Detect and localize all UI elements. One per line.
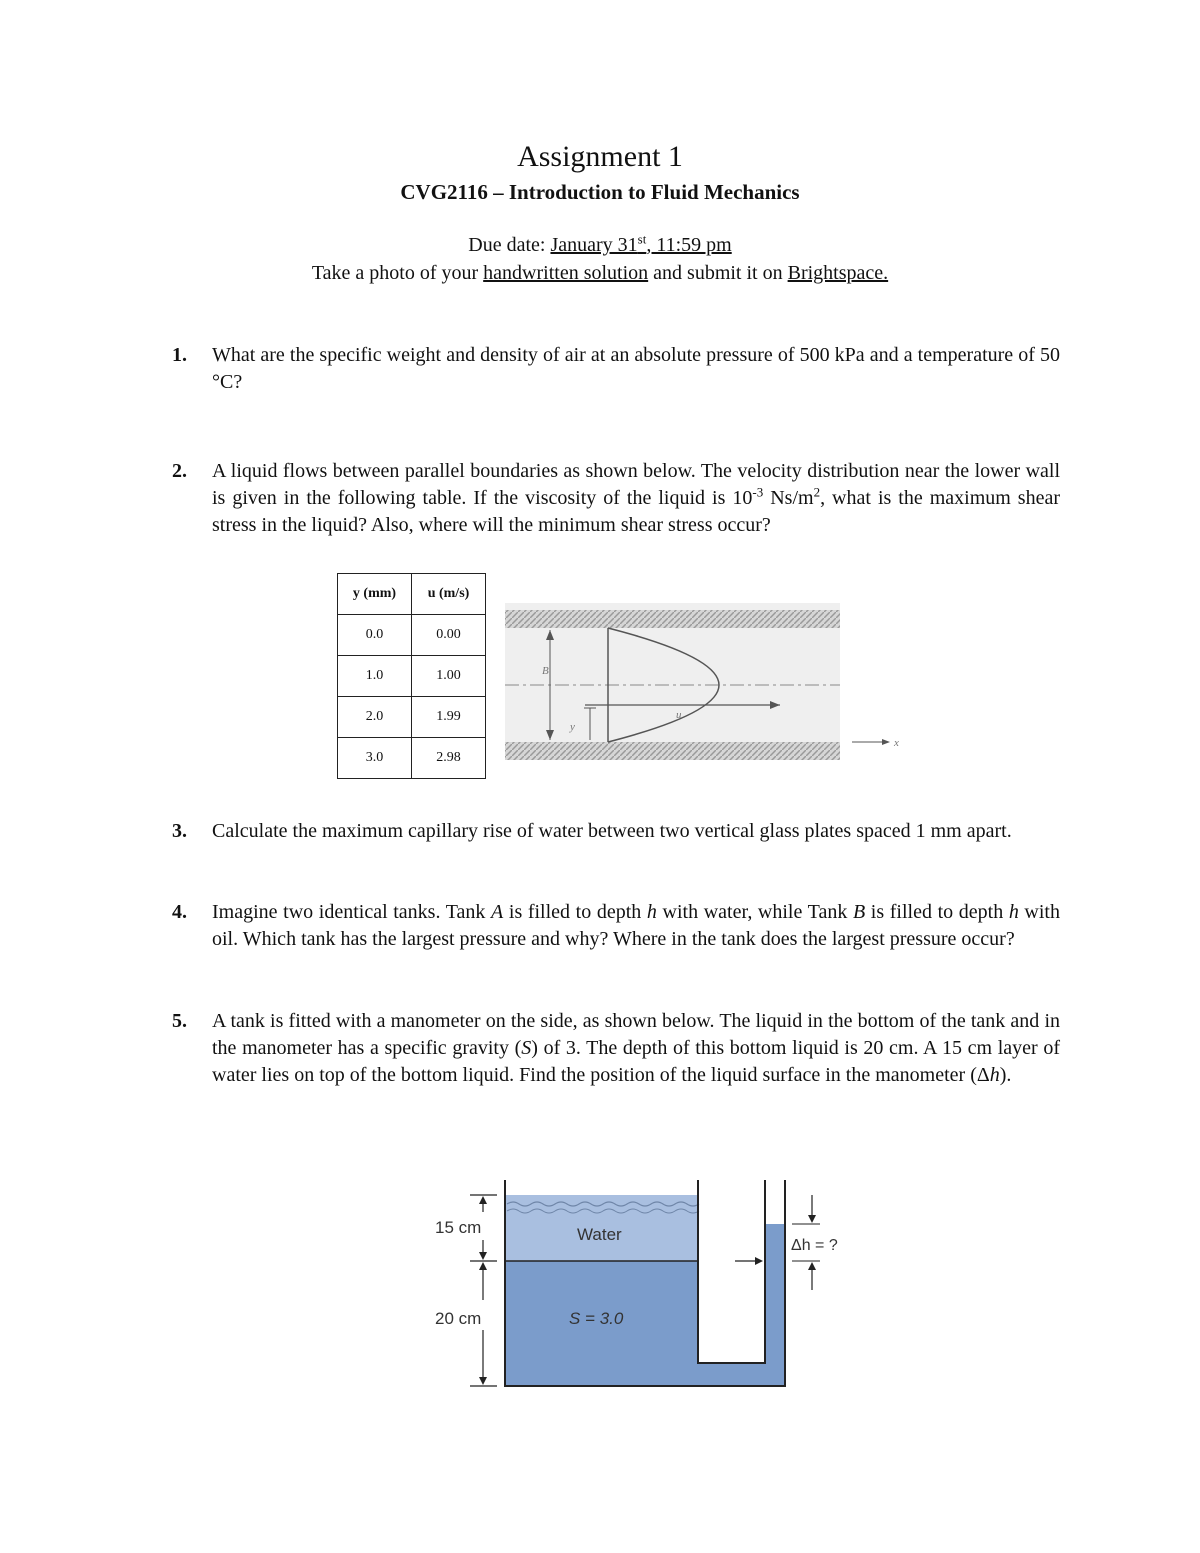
label-specific-gravity: S = 3.0 <box>569 1309 624 1328</box>
page-title: Assignment 1 <box>517 140 683 173</box>
question-2 <box>172 458 1060 539</box>
dh-arrow-icon <box>808 1262 816 1270</box>
due-date: January 31st, 11:59 pm <box>550 231 732 256</box>
table-cell: 1.0 <box>338 656 412 697</box>
pointer-arrowhead-icon <box>755 1257 763 1265</box>
table-cell: 0.00 <box>412 615 486 656</box>
table-cell: 0.0 <box>338 615 412 656</box>
table-row <box>338 697 486 738</box>
question-1 <box>172 342 1060 396</box>
question-text: Calculate the maximum capillary rise of water between two vertical glass plates spaced 1 mm apart. <box>212 820 1012 842</box>
upper-wall <box>505 610 840 628</box>
velocity-table <box>337 573 486 779</box>
handwritten-solution-text: handwritten solution <box>483 262 649 284</box>
label-20cm: 20 cm <box>435 1309 482 1328</box>
table-cell: 2.0 <box>338 697 412 738</box>
table-row <box>338 615 486 656</box>
submission-instructions: Take a photo of your handwritten solution and submit it on Brightspace. <box>311 262 889 284</box>
tank-inner-wall <box>698 1180 765 1363</box>
lower-wall <box>505 742 840 760</box>
label-15cm: 15 cm <box>435 1218 482 1237</box>
question-number: 1. <box>172 344 187 366</box>
label-b: B <box>542 665 549 677</box>
table-cell: 1.99 <box>412 697 486 738</box>
table-cell: 3.0 <box>338 738 412 779</box>
tank-manometer-diagram <box>425 1170 865 1400</box>
label-u: u <box>676 709 682 721</box>
question-5 <box>172 1008 1060 1089</box>
column-header: u (m/s) <box>412 574 486 615</box>
brightspace-text: Brightspace. <box>787 262 889 284</box>
table-row <box>338 656 486 697</box>
label-x: x <box>894 737 899 749</box>
question-number: 4. <box>172 901 187 923</box>
table-cell: 2.98 <box>412 738 486 779</box>
question-4 <box>172 899 1060 953</box>
flow-profile-diagram <box>500 600 910 770</box>
question-number: 5. <box>172 1010 187 1032</box>
x-arrowhead-icon <box>882 739 890 745</box>
question-text: What are the specific weight and density of air at an absolute pressure of 500 kPa and a temperature of 50 °C? <box>212 344 1060 393</box>
table-row <box>338 738 486 779</box>
question-number: 2. <box>172 460 187 482</box>
question-number: 3. <box>172 820 187 842</box>
due-date-line <box>0 231 1200 257</box>
table-cell: 1.00 <box>412 656 486 697</box>
question-3 <box>172 818 1060 845</box>
table-header-row <box>338 574 486 615</box>
due-prefix: Due date: <box>468 234 551 256</box>
label-delta-h: Δh = ? <box>791 1237 838 1254</box>
question-text: A tank is fitted with a manometer on the side, as shown below. The liquid in the bottom of the tank and in the manometer has a specific gravity (S) of 3. The depth of this bottom liquid is 20 cm. A 15 cm layer of water lies on top of the bottom liquid. Find the position of the liquid surface in the manometer (Δh). <box>212 1010 1060 1086</box>
course-title: CVG2116 – Introduction to Fluid Mechanics <box>400 180 800 204</box>
dh-arrow-icon <box>808 1215 816 1223</box>
column-header: y (mm) <box>338 574 412 615</box>
manometer-bottom-liquid <box>698 1363 765 1386</box>
label-y: y <box>570 721 575 733</box>
question-text: A liquid flows between parallel boundaries as shown below. The velocity distribution near the lower wall is given in the following table. If the viscosity of the liquid is $10^{-3}$ $Ns/m^2$, what is the maximum shear stress in the liquid? Also, where will the minimum shear stress occur? <box>212 460 1061 536</box>
question-text: Imagine two identical tanks. Tank A is filled to depth h with water, while Tank B is filled to depth h with oil. Which tank has the largest pressure and why? Where in the tank does the largest pressure occur? <box>212 901 1060 950</box>
manometer-liquid-column <box>765 1224 785 1386</box>
label-water: Water <box>577 1225 622 1244</box>
